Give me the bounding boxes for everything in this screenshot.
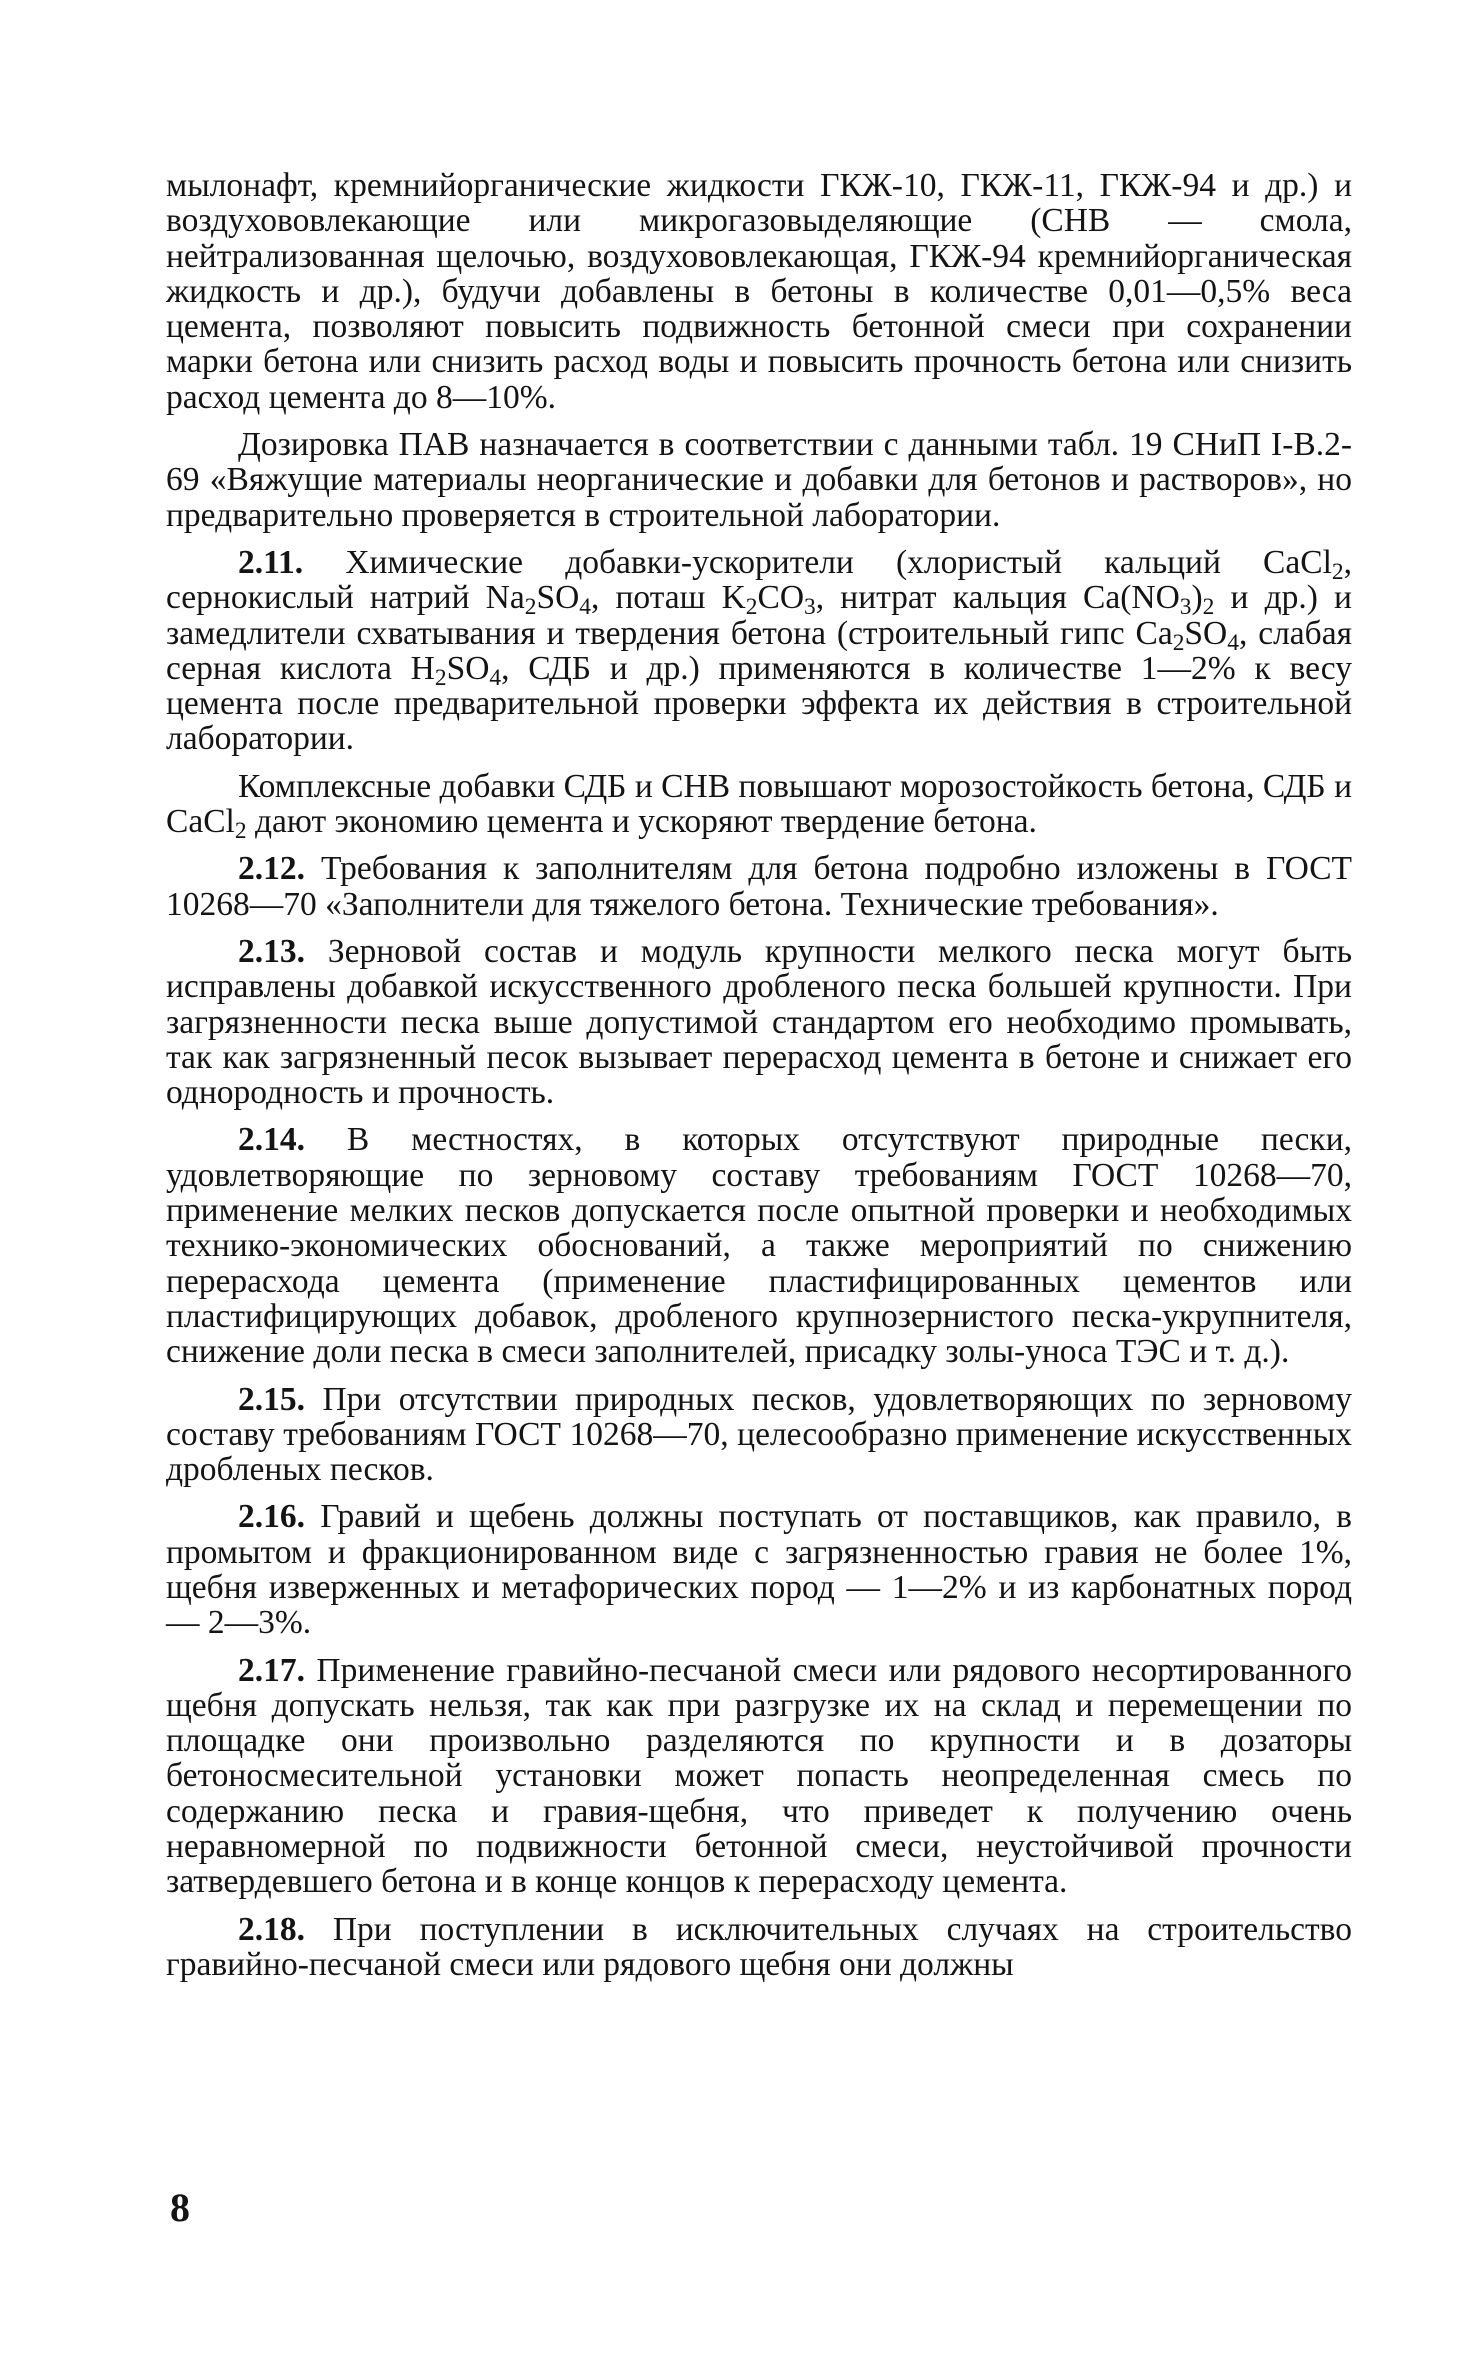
paragraph-2-11 (166, 545, 1352, 757)
paragraph-2-12 (166, 851, 1352, 922)
page-number: 8 (170, 2185, 190, 2230)
body-text (166, 168, 1352, 1982)
paragraph-2-18 (166, 1912, 1352, 1983)
paragraph-text: Применение гравийно-песчаной смеси или рядового несортированного щебня допускать нельзя, так как при разгрузке их на склад и перемещении по площадке они произвольно разделяются по крупности и в дозаторы бетоносмесительной установки может попасть неопределенная смесь по содержанию песка и гравия-щебня, что приведет к получению очень неравномерной по подвижности бетонной смеси, неустойчивой прочности затвердевшего бетона и в конце концов к перерасходу цемента. (166, 1651, 1353, 1901)
paragraph-text: Комплексные добавки СДБ и СНВ повышают морозостойкость бетона, СДБ и CaCl$_2$ дают экономию цемента и ускоряют твердение бетона. (166, 767, 1352, 844)
paragraph-2-16 (166, 1499, 1352, 1640)
paragraph-2-17 (166, 1653, 1352, 1900)
section-number: 2.13. (238, 932, 305, 970)
paragraph-text: При поступлении в исключительных случаях на строительство гравийно-песчаной смеси или рядового щебня они должны (166, 1910, 1353, 1983)
paragraph-text: мылонафт, кремнийорганические жидкости ГКЖ-10, ГКЖ-11, ГКЖ-94 и др.) и воздухововлекающие или микрогазовыделяющие (СНВ — смола, нейтрализованная щелочью, воздухововлекающая, ГКЖ-94 кремнийорганическая жидкость и др.), будучи добавлены в бетоны в количестве 0,01—0,5% веса цемента, позволяют повысить подвижность бетонной смеси при сохранении марки бетона или снизить расход воды и повысить прочность бетона или снизить расход цемента до 8—10%. (166, 167, 1352, 416)
paragraph-text: Дозировка ПАВ назначается в соответствии с данными табл. 19 СНиП I-В.2-69 «Вяжущие материалы неорганические и добавки для бетонов и растворов», но предварительно проверяется в строительной лаборатории. (166, 426, 1352, 534)
paragraph-text: Требования к заполнителям для бетона подробно изложены в ГОСТ 10268—70 «Заполнители для тяжелого бетона. Технические требования». (166, 850, 1352, 923)
paragraph-complex-additives (166, 767, 1352, 844)
section-number: 2.14. (238, 1121, 305, 1159)
paragraph-2-13 (166, 934, 1352, 1110)
paragraph-continuation (166, 168, 1352, 415)
paragraph-2-14 (166, 1122, 1352, 1369)
paragraph-text: Химические добавки-ускорители (хлористый кальций CaCl$_2$, сернокислый натрий $Na_2SO_4$, поташ $K_2CO_3$, нитрат кальция $Ca(NO_3)_2$ и др.) и замедлители схватывания и твердения бетона (строительный гипс $Ca_2SO_4$, слабая серная кислота $H_2SO_4$, СДБ и др.) применяются в количестве 1—2% к весу цемента после предварительной проверки эффекта их действия в строительной лаборатории. (166, 543, 1352, 758)
paragraph-text: Зерновой состав и модуль крупности мелкого песка могут быть исправлены добавкой искусственного дробленого песка большей крупности. При загрязненности песка выше допустимой стандартом его необходимо промывать, так как загрязненный песок вызывает перерасход цемента в бетоне и снижает его однородность и прочность. (166, 932, 1353, 1112)
paragraph-dosage (166, 427, 1352, 533)
section-number: 2.15. (238, 1380, 305, 1418)
paragraph-text: При отсутствии природных песков, удовлетворяющих по зерновому составу требованиям ГОСТ 10268—70, целесообразно применение искусственных дробленых песков. (166, 1380, 1353, 1489)
section-number: 2.11. (238, 543, 304, 581)
paragraph-text: В местностях, в которых отсутствуют природные пески, удовлетворяющие по зерновому составу требованиям ГОСТ 10268—70, применение мелких песков допускается после опытной проверки и необходимых технико-экономических обоснований, а также мероприятий по снижению перерасхода цемента (применение пластифицированных цементов или пластифицирующих добавок, дробленого крупнозернистого песка-укрупнителя, снижение доли песка в смеси заполнителей, присадку золы-уноса ТЭС и т. д.). (166, 1121, 1352, 1371)
section-number: 2.17. (238, 1651, 305, 1689)
paragraph-text: Гравий и щебень должны поступать от поставщиков, как правило, в промытом и фракционированном виде с загрязненностью гравия не более 1%, щебня изверженных и метафорических пород — 1—2% и из карбонатных пород — 2—3%. (166, 1498, 1352, 1642)
paragraph-2-15 (166, 1382, 1352, 1488)
section-number: 2.12. (238, 850, 305, 888)
section-number: 2.18. (238, 1910, 305, 1948)
section-number: 2.16. (238, 1498, 305, 1536)
